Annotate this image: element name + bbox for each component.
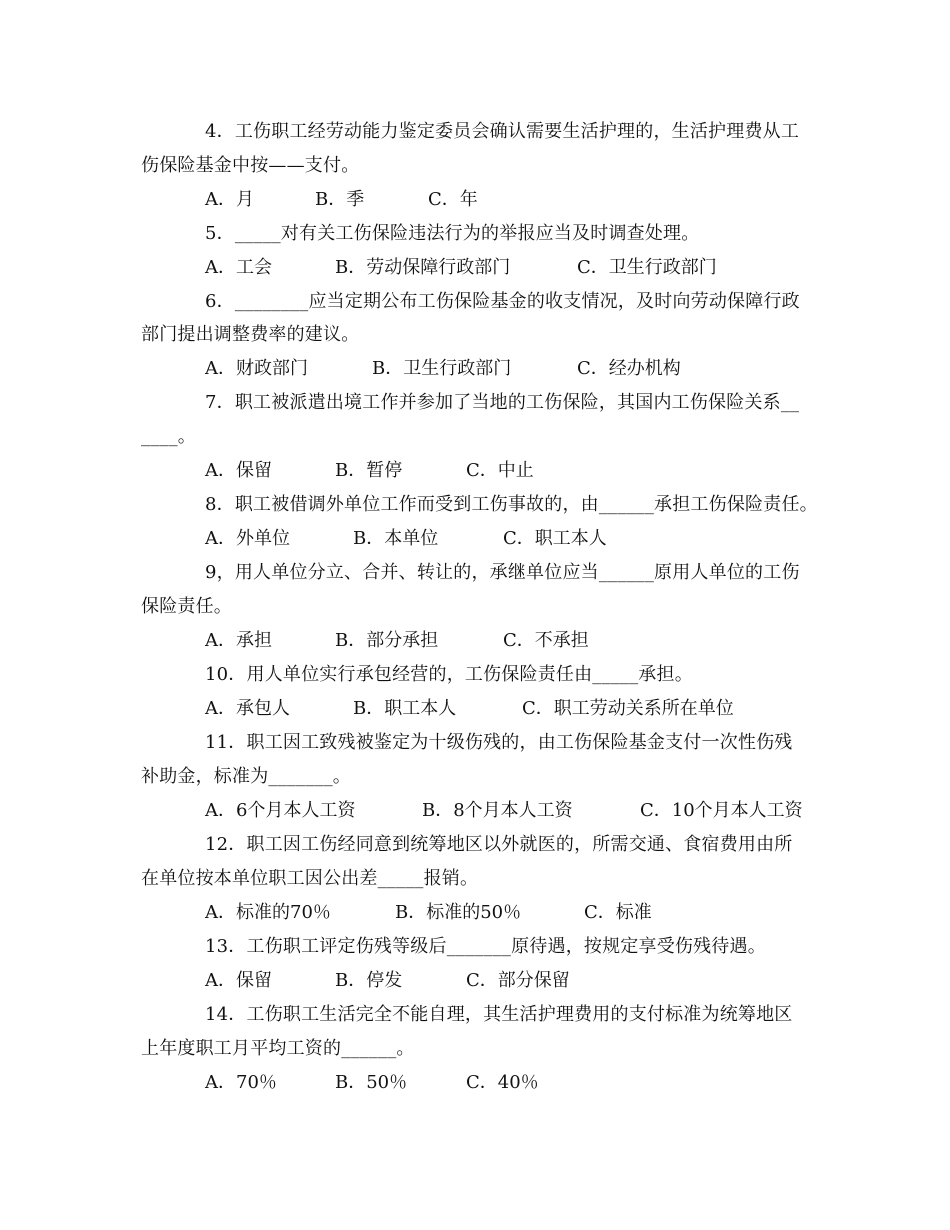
question-10-option-b: B．职工本人 bbox=[353, 698, 457, 719]
question-9-line-1: 9，用人单位分立、合并、转让的，承继单位应当______原用人单位的工伤 bbox=[205, 562, 800, 583]
question-14-option-a: A．70％ bbox=[205, 1072, 277, 1093]
question-14-option-b: B．50％ bbox=[335, 1072, 408, 1093]
question-13-line-1: 13．工伤职工评定伤残等级后_______原待遇，按规定享受伤残待遇。 bbox=[205, 936, 766, 957]
question-9-option-c: C．不承担 bbox=[503, 630, 589, 651]
question-14-line-1: 14．工伤职工生活完全不能自理，其生活护理费用的支付标准为统筹地区 bbox=[205, 1004, 793, 1025]
question-11-line-2: 补助金，标准为_______。 bbox=[141, 766, 351, 787]
question-11-option-b: B．8个月本人工资 bbox=[422, 800, 573, 821]
question-4-option-a: A．月 bbox=[205, 189, 254, 210]
question-9-option-b: B．部分承担 bbox=[335, 630, 439, 651]
question-7-option-b: B．暂停 bbox=[335, 460, 403, 481]
question-8-option-a: A．外单位 bbox=[205, 528, 290, 549]
question-6-option-c: C．经办机构 bbox=[577, 358, 681, 379]
question-11-option-c: C．10个月本人工资 bbox=[640, 800, 803, 821]
question-13-option-a: A．保留 bbox=[205, 970, 272, 991]
question-7-line-1: 7．职工被派遣出境工作并参加了当地的工伤保险，其国内工伤保险关系__ bbox=[205, 392, 800, 413]
question-9-line-2: 保险责任。 bbox=[141, 596, 232, 617]
question-10-line-1: 10．用人单位实行承包经营的，工伤保险责任由_____承担。 bbox=[205, 664, 693, 685]
question-6-option-a: A．财政部门 bbox=[205, 358, 308, 379]
question-10-option-a: A．承包人 bbox=[205, 698, 290, 719]
question-5-option-b: B．劳动保障行政部门 bbox=[335, 257, 511, 278]
question-6-option-b: B．卫生行政部门 bbox=[372, 358, 512, 379]
question-13-option-c: C．部分保留 bbox=[466, 970, 570, 991]
question-6-line-1: 6．________应当定期公布工伤保险基金的收支情况，及时向劳动保障行政 bbox=[205, 291, 800, 312]
question-8-option-b: B．本单位 bbox=[353, 528, 439, 549]
question-9-option-a: A．承担 bbox=[205, 630, 272, 651]
question-10-option-c: C．职工劳动关系所在单位 bbox=[522, 698, 734, 719]
question-4-line-1: 4．工伤职工经劳动能力鉴定委员会确认需要生活护理的，生活护理费从工 bbox=[205, 121, 800, 142]
question-13-option-b: B．停发 bbox=[335, 970, 403, 991]
question-7-line-2: ____。 bbox=[141, 426, 196, 447]
question-12-option-c: C．标准 bbox=[584, 902, 652, 923]
question-8-option-c: C．职工本人 bbox=[503, 528, 607, 549]
question-7-option-c: C．中止 bbox=[466, 460, 534, 481]
question-4-option-b: B．季 bbox=[315, 189, 365, 210]
question-4-line-2: 伤保险基金中按——支付。 bbox=[141, 155, 360, 176]
question-14-line-2: 上年度职工月平均工资的______。 bbox=[141, 1038, 415, 1059]
question-12-option-a: A．标准的70％ bbox=[205, 902, 331, 923]
question-4-option-c: C．年 bbox=[428, 189, 478, 210]
question-12-line-1: 12．职工因工伤经同意到统筹地区以外就医的，所需交通、食宿费用由所 bbox=[205, 834, 793, 855]
question-6-line-2: 部门提出调整费率的建议。 bbox=[141, 324, 360, 345]
question-14-option-c: C．40％ bbox=[466, 1072, 539, 1093]
question-11-option-a: A．6个月本人工资 bbox=[205, 800, 356, 821]
question-12-option-b: B．标准的50％ bbox=[395, 902, 522, 923]
question-7-option-a: A．保留 bbox=[205, 460, 272, 481]
question-5-line-1: 5．_____对有关工伤保险违法行为的举报应当及时调查处理。 bbox=[205, 223, 700, 244]
question-5-option-c: C．卫生行政部门 bbox=[577, 257, 717, 278]
question-12-line-2: 在单位按本单位职工因公出差_____报销。 bbox=[141, 868, 479, 889]
question-11-line-1: 11．职工因工致残被鉴定为十级伤残的，由工伤保险基金支付一次性伤残 bbox=[205, 732, 793, 753]
question-8-line-1: 8．职工被借调外单位工作而受到工伤事故的，由______承担工伤保险责任。 bbox=[205, 494, 818, 515]
question-5-option-a: A．工会 bbox=[205, 257, 272, 278]
